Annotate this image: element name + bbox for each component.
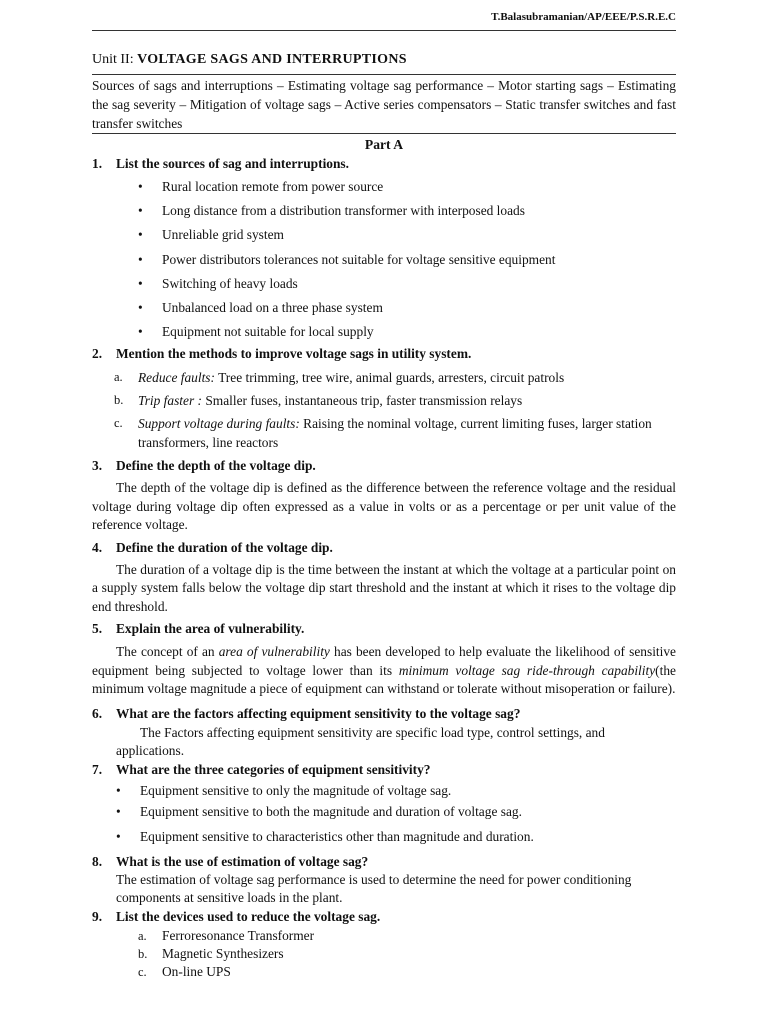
list-item: • Power distributors tolerances not suitable for voltage sensitive equipment (162, 248, 676, 272)
part-heading: Part A (364, 137, 404, 152)
q9-list (138, 927, 676, 981)
q7-list (140, 781, 676, 846)
question-7: 7. What are the three categories of equipment sensitivity? (92, 761, 431, 777)
syllabus-top-rule (92, 74, 676, 75)
header-rule (92, 30, 676, 31)
question-1: 1. List the sources of sag and interruptions. (92, 156, 349, 171)
list-item: • Unbalanced load on a three phase system (162, 296, 676, 320)
unit-title (92, 52, 407, 68)
q6-answer: The Factors affecting equipment sensitivity are specific load type, control settings, and applications. (116, 724, 605, 758)
list-item: b. Trip faster : Smaller fuses, instantaneous trip, faster transmission relays (114, 393, 523, 409)
questions (92, 155, 676, 981)
q5-answer: The concept of an area of vulnerability has been developed to help evaluate the likelihood of sensitive equipment being subjected to voltage lower than its minimum voltage sag ride-through capability(the minimum voltage magnitude a piece of equipment can withstand or tolerate without misoperation or failure). (92, 644, 676, 697)
question-8: 8. What is the use of estimation of voltage sag? (92, 853, 369, 869)
q8-answer: The estimation of voltage sag performance is used to determine the need for power conditioning components at sensitive loads in the plant. (116, 871, 632, 905)
list-item: c. On-line UPS (138, 963, 231, 979)
header-author: T.Balasubramanian/AP/EEE/P.S.R.E.C (491, 11, 676, 23)
unit-heading: VOLTAGE SAGS AND INTERRUPTIONS (137, 52, 407, 67)
unit-prefix: Unit II: (92, 52, 138, 67)
list-item: a. Ferroresonance Transformer (138, 927, 315, 943)
question-2: 2. Mention the methods to improve voltage sags in utility system. (92, 346, 472, 362)
question-6: 6. What are the factors affecting equipment sensitivity to the voltage sag? (92, 705, 521, 721)
list-item: • Rural location remote from power source (162, 175, 676, 199)
q1-list (162, 175, 676, 344)
syllabus-text: Sources of sags and interruptions – Estimating voltage sag performance – Motor starting sags – Estimating the sag severity – Mitigation of voltage sags – Active series compensators – Static transfer switches and fast transfer switches (92, 78, 676, 131)
question-9: 9. List the devices used to reduce the voltage sag. (92, 908, 381, 924)
list-item: • Unreliable grid system (162, 223, 676, 247)
q2-list (114, 368, 676, 452)
list-item: a. Reduce faults: Tree trimming, tree wire, animal guards, arresters, circuit patrols (114, 370, 565, 386)
q3-answer: The depth of the voltage dip is defined as the difference between the reference voltage and the residual voltage during voltage dip often expressed as a value in volts or as a percentage or per unit value of the reference voltage. (92, 480, 676, 533)
question-5: 5. Explain the area of vulnerability. (92, 621, 305, 637)
list-item: • Long distance from a distribution transformer with interposed loads (162, 199, 676, 223)
syllabus-bottom-rule (92, 133, 676, 134)
list-item: • Equipment sensitive to only the magnitude of voltage sag. (140, 781, 676, 800)
list-item: • Equipment sensitive to characteristics other than magnitude and duration. (140, 827, 676, 846)
list-item: • Equipment not suitable for local supply (162, 320, 676, 344)
list-item: • Switching of heavy loads (162, 272, 676, 296)
list-item: c. Support voltage during faults: Raising the nominal voltage, current limiting fuses, larger station transformers, line reactors (114, 416, 652, 451)
list-item: b. Magnetic Synthesizers (138, 945, 284, 961)
question-4: 4. Define the duration of the voltage dip. (92, 539, 333, 555)
q4-answer: The duration of a voltage dip is the time between the instant at which the voltage at a particular point on a supply system falls below the voltage dip start threshold and the instant at which it rises to the voltage dip end threshold. (92, 561, 676, 614)
list-item: • Equipment sensitive to both the magnitude and duration of voltage sag. (140, 802, 676, 821)
question-3: 3. Define the depth of the voltage dip. (92, 458, 316, 474)
